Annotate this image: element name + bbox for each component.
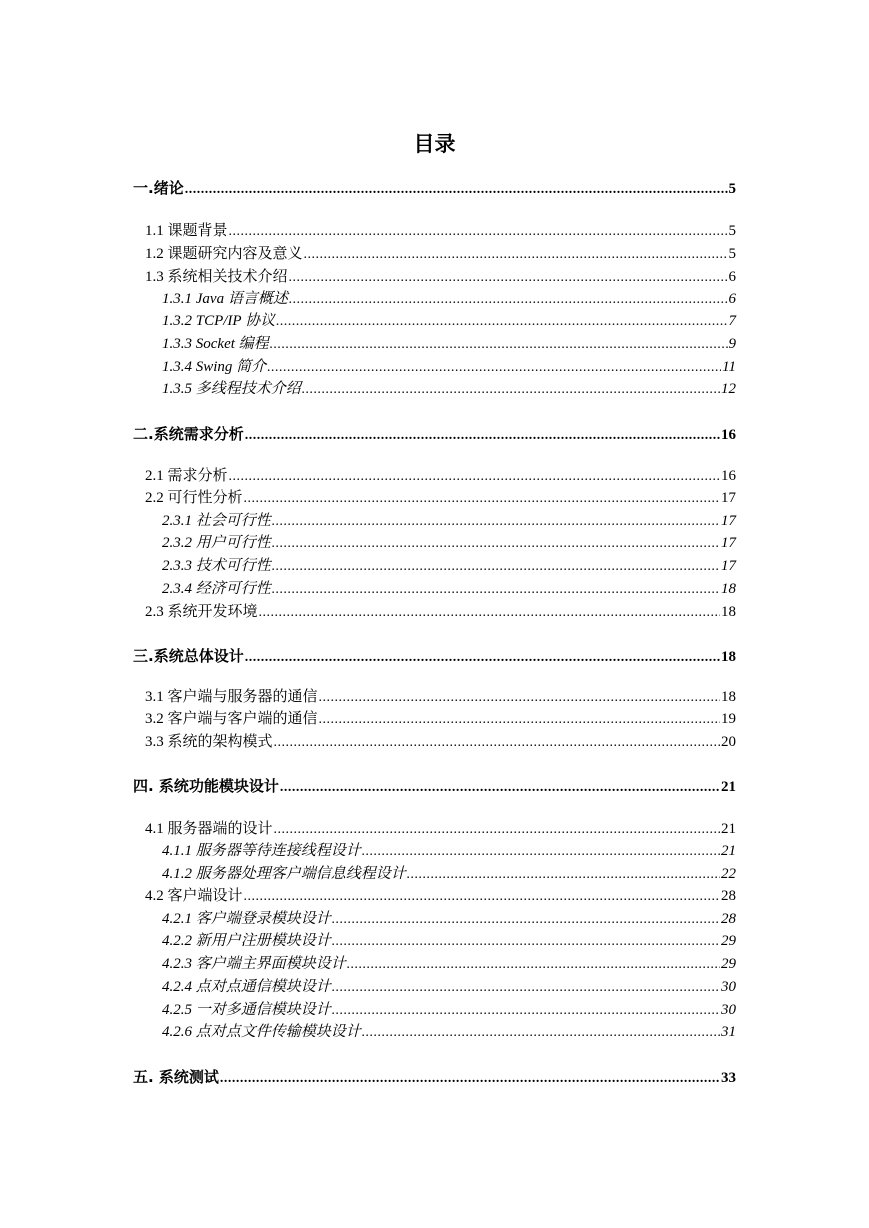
toc-entry-label: 1.3.1 Java 语言概述 — [162, 291, 288, 307]
dot-leader — [332, 935, 720, 949]
dot-leader — [267, 361, 721, 375]
toc-entry-label: 4.2.5 一对多通信模块设计 — [162, 1002, 331, 1018]
toc-entry-label: 1.3.5 多线程技术介绍 — [162, 381, 301, 397]
toc-entry-label: 3.1 客户端与服务器的通信 — [145, 689, 318, 705]
toc-entry-label: 2.3.2 用户可行性 — [162, 535, 271, 551]
toc-entry-page-number: 16 — [721, 468, 736, 484]
toc-entry-label: 3.2 客户端与客户端的通信 — [145, 711, 318, 727]
toc-entry-label: 2.3.1 社会可行性 — [162, 513, 271, 529]
dot-leader — [272, 560, 720, 574]
toc-entry-label: 3.3 系统的架构模式 — [145, 734, 273, 750]
toc-entry-label: 4.1.2 服务器处理客户端信息线程设计 — [162, 866, 406, 882]
toc-entry-page-number: 30 — [721, 979, 736, 995]
toc-entry-page-number: 17 — [721, 535, 736, 551]
dot-leader — [245, 651, 720, 665]
toc-entry-page-number: 18 — [721, 649, 736, 665]
toc-entry-page-number: 33 — [721, 1070, 736, 1086]
toc-entry-section[interactable] — [145, 247, 736, 262]
toc-entry-sub[interactable] — [162, 337, 736, 352]
toc-entry-sub[interactable] — [162, 934, 736, 949]
dot-leader — [270, 338, 728, 352]
toc-entry-label: 2.3 系统开发环境 — [145, 604, 258, 620]
toc-entry-page-number: 16 — [721, 427, 736, 443]
toc-entry-page-number: 20 — [721, 734, 736, 750]
toc-entry-chapter[interactable] — [133, 779, 736, 795]
dot-leader — [319, 691, 720, 705]
toc-entry-page-number: 17 — [721, 513, 736, 529]
toc-entry-page-number: 21 — [721, 843, 736, 859]
toc-entry-page-number: 30 — [721, 1002, 736, 1018]
toc-entry-section[interactable] — [145, 270, 736, 285]
toc-entry-page-number: 19 — [721, 711, 736, 727]
dot-leader — [289, 271, 728, 285]
toc-entry-page-number: 7 — [728, 313, 736, 329]
toc-entry-page-number: 5 — [728, 246, 736, 262]
dot-leader — [245, 429, 720, 443]
dot-leader — [272, 583, 720, 597]
dot-leader — [272, 537, 720, 551]
dot-leader — [274, 736, 720, 750]
toc-entry-label: 4.2.4 点对点通信模块设计 — [162, 979, 331, 995]
dot-leader — [220, 1072, 720, 1086]
dot-leader — [302, 383, 720, 397]
dot-leader — [332, 1004, 720, 1018]
toc-entry-label: 1.3.3 Socket 编程 — [162, 336, 269, 352]
toc-entry-sub[interactable] — [162, 912, 736, 927]
dot-leader — [229, 225, 728, 239]
toc-entry-label: 一.绪论 — [133, 179, 184, 197]
toc-entry-page-number: 5 — [728, 181, 736, 197]
toc-entry-label: 1.3.2 TCP/IP 协议 — [162, 313, 276, 329]
toc-entry-sub[interactable] — [162, 292, 736, 307]
toc-entry-page-number: 29 — [721, 933, 736, 949]
toc-entry-section[interactable] — [145, 469, 736, 484]
toc-entry-sub[interactable] — [162, 314, 736, 329]
toc-entry-page-number: 6 — [728, 269, 736, 285]
toc-entry-label: 4.2.6 点对点文件传输模块设计 — [162, 1024, 361, 1040]
dot-leader — [280, 781, 720, 795]
toc-entry-page-number: 9 — [728, 336, 736, 352]
toc-entry-page-number: 17 — [721, 558, 736, 574]
toc-entry-label: 4.2.3 客户端主界面模块设计 — [162, 956, 346, 972]
dot-leader — [244, 890, 720, 904]
toc-entry-page-number: 5 — [728, 223, 736, 239]
toc-entry-label: 2.1 需求分析 — [145, 468, 228, 484]
toc-entry-chapter[interactable] — [133, 181, 736, 197]
toc-entry-label: 1.2 课题研究内容及意义 — [145, 246, 303, 262]
dot-leader — [304, 248, 728, 262]
toc-entry-sub[interactable] — [162, 514, 736, 529]
toc-entry-sub[interactable] — [162, 844, 736, 859]
toc-entry-label: 四. 系统功能模块设计 — [133, 777, 279, 795]
toc-entry-section[interactable] — [145, 491, 736, 506]
toc-entry-label: 1.1 课题背景 — [145, 223, 228, 239]
toc-entry-page-number: 11 — [722, 359, 736, 375]
toc-entry-page-number: 22 — [721, 866, 736, 882]
dot-leader — [362, 1026, 720, 1040]
page-title: 目录 — [413, 132, 456, 156]
toc-entry-sub[interactable] — [162, 382, 736, 397]
toc-entry-section[interactable] — [145, 889, 736, 904]
toc-entry-label: 2.3.4 经济可行性 — [162, 581, 271, 597]
dot-leader — [362, 845, 720, 859]
toc-entry-page-number: 21 — [721, 821, 736, 837]
toc-entry-page-number: 29 — [721, 956, 736, 972]
dot-leader — [229, 470, 720, 484]
toc-entry-page-number: 6 — [728, 291, 736, 307]
dot-leader — [276, 315, 727, 329]
toc-entry-sub[interactable] — [162, 559, 736, 574]
dot-leader — [185, 183, 728, 197]
toc-entry-page-number: 12 — [721, 381, 736, 397]
toc-entry-sub[interactable] — [162, 582, 736, 597]
toc-entry-sub[interactable] — [162, 867, 736, 882]
toc-entry-page-number: 18 — [721, 604, 736, 620]
toc-entry-sub[interactable] — [162, 360, 736, 375]
toc-entry-page-number: 18 — [721, 581, 736, 597]
toc-entry-label: 4.2.2 新用户注册模块设计 — [162, 933, 331, 949]
dot-leader — [244, 492, 720, 506]
toc-entry-label: 五. 系统测试 — [133, 1068, 219, 1086]
toc-entry-label: 4.2 客户端设计 — [145, 888, 243, 904]
toc-entry-section[interactable] — [145, 822, 736, 837]
toc-entry-sub[interactable] — [162, 980, 736, 995]
toc-entry-section[interactable] — [145, 605, 736, 620]
dot-leader — [274, 823, 720, 837]
toc-entry-section[interactable] — [145, 712, 736, 727]
toc-entry-page-number: 31 — [721, 1024, 736, 1040]
dot-leader — [332, 913, 720, 927]
dot-leader — [319, 713, 720, 727]
toc-entry-section[interactable] — [145, 735, 736, 750]
toc-entry-page-number: 28 — [721, 911, 736, 927]
toc-entry-label: 4.1 服务器端的设计 — [145, 821, 273, 837]
toc-entry-page-number: 21 — [721, 779, 736, 795]
toc-entry-sub[interactable] — [162, 1003, 736, 1018]
toc-entry-label: 三.系统总体设计 — [133, 647, 244, 665]
toc-entry-label: 2.3.3 技术可行性 — [162, 558, 271, 574]
toc-entry-page-number: 28 — [721, 888, 736, 904]
toc-entry-label: 2.2 可行性分析 — [145, 490, 243, 506]
dot-leader — [259, 606, 720, 620]
toc-entry-sub[interactable] — [162, 957, 736, 972]
toc-entry-section[interactable] — [145, 690, 736, 705]
toc-entry-page-number: 17 — [721, 490, 736, 506]
dot-leader — [407, 868, 720, 882]
toc-entry-label: 4.1.1 服务器等待连接线程设计 — [162, 843, 361, 859]
dot-leader — [332, 981, 720, 995]
dot-leader — [289, 293, 728, 307]
dot-leader — [272, 515, 720, 529]
toc-entry-label: 1.3 系统相关技术介绍 — [145, 269, 288, 285]
toc-entry-label: 1.3.4 Swing 简介 — [162, 359, 267, 375]
dot-leader — [347, 958, 720, 972]
toc-entry-sub[interactable] — [162, 536, 736, 551]
toc-entry-section[interactable] — [145, 224, 736, 239]
toc-entry-chapter[interactable] — [133, 427, 736, 443]
toc-entry-chapter[interactable] — [133, 1070, 736, 1086]
toc-entry-sub[interactable] — [162, 1025, 736, 1040]
toc-entry-label: 4.2.1 客户端登录模块设计 — [162, 911, 331, 927]
toc-entry-chapter[interactable] — [133, 649, 736, 665]
toc-entry-page-number: 18 — [721, 689, 736, 705]
toc-entry-label: 二.系统需求分析 — [133, 425, 244, 443]
